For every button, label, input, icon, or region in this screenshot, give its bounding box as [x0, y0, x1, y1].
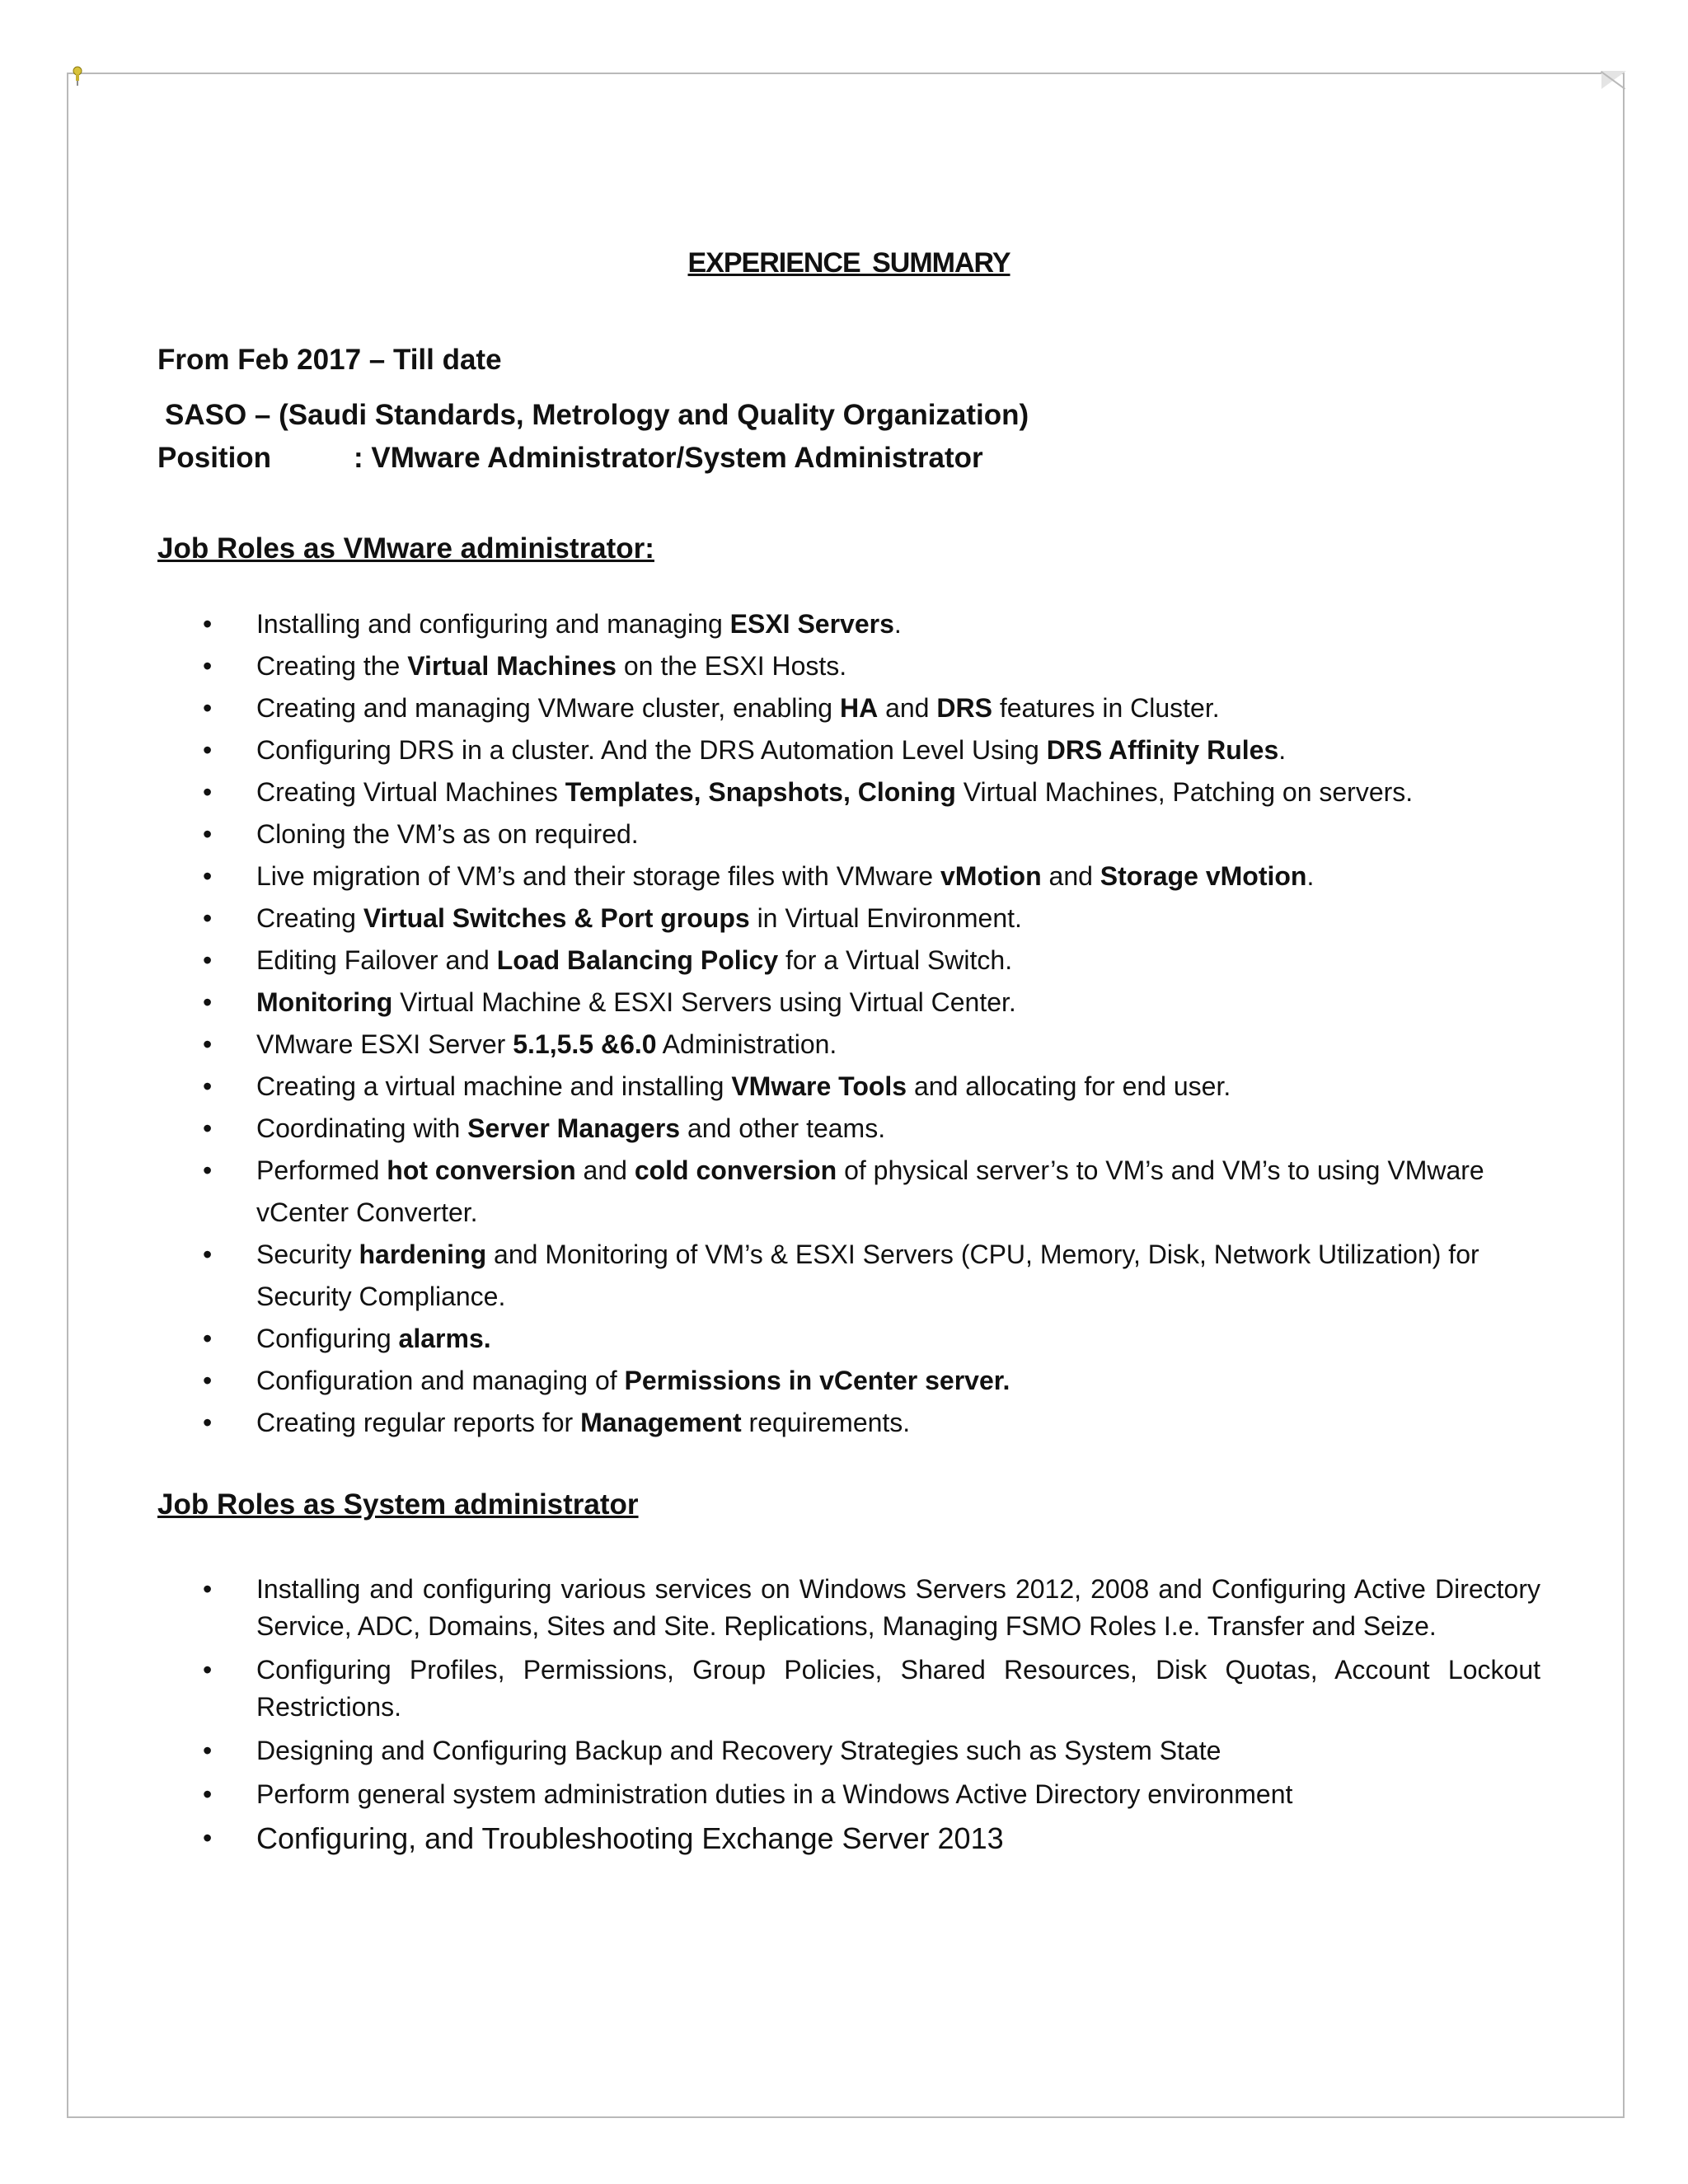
- item-text: and: [575, 1155, 635, 1185]
- bullet-icon: •: [203, 1366, 213, 1395]
- item-text: Editing Failover and: [256, 945, 497, 975]
- bullet-icon: •: [203, 735, 213, 765]
- item-text: Perform general system administration duties in a Windows Active Directory environment: [256, 1779, 1293, 1809]
- sysadmin-role-item: [157, 1652, 1540, 1726]
- bullet-icon: •: [203, 1324, 213, 1353]
- bullet-icon: •: [203, 609, 213, 639]
- item-text: Configuring, and Troubleshooting Exchange Server 2013: [256, 1821, 1004, 1855]
- item-text: Creating: [256, 903, 363, 933]
- emphasis-text: hardening: [359, 1240, 487, 1269]
- item-text: Creating and managing VMware cluster, enabling: [256, 693, 840, 723]
- bullet-icon: •: [203, 1071, 213, 1101]
- item-text: Live migration of VM’s and their storage files with VMware: [256, 861, 940, 891]
- bullet-icon: •: [203, 1113, 213, 1143]
- emphasis-text: 5.1,5.5 &6.0: [513, 1029, 657, 1059]
- emphasis-text: Server Managers: [467, 1113, 681, 1143]
- page-corner-fold: [1601, 71, 1626, 89]
- item-text: and Monitoring of VM’s & ESXI Servers (CPU, Memory, Disk, Network Utilization) for Security Compliance.: [256, 1240, 1479, 1311]
- item-text: VMware ESXI Server: [256, 1029, 513, 1059]
- sysadmin-role-item: [157, 1776, 1540, 1813]
- emphasis-text: cold conversion: [634, 1155, 837, 1185]
- vmware-role-item: [157, 898, 1540, 940]
- emphasis-text: Virtual Machines: [407, 651, 617, 681]
- bullet-icon: •: [203, 1240, 213, 1269]
- emphasis-text: HA: [839, 693, 879, 723]
- item-text: of physical server’s to VM’s and VM’s to using VMware vCenter Converter.: [256, 1155, 1484, 1227]
- emphasis-text: Monitoring: [256, 987, 393, 1017]
- item-text: Configuring Profiles, Permissions, Group Policies, Shared Resources, Disk Quotas, Account Lockout Restrictions.: [256, 1655, 1540, 1722]
- emphasis-text: Permissions in vCenter server.: [624, 1366, 1010, 1395]
- vmware-roles-list: [157, 603, 1540, 1444]
- item-text: on the ESXI Hosts.: [616, 651, 847, 681]
- vmware-role-item: [157, 1234, 1540, 1318]
- item-text: for a Virtual Switch.: [778, 945, 1013, 975]
- bullet-icon: •: [203, 819, 213, 849]
- emphasis-text: ESXI Servers: [729, 609, 894, 639]
- item-text: and: [1041, 861, 1100, 891]
- bullet-icon: •: [203, 1779, 213, 1809]
- item-text: Virtual Machine & ESXI Servers using Virtual Center.: [392, 987, 1016, 1017]
- vmware-role-item: [157, 729, 1540, 771]
- vmware-role-item: [157, 940, 1540, 982]
- item-text: Installing and configuring and managing: [256, 609, 730, 639]
- vmware-roles-heading: Job Roles as VMware administrator:: [157, 532, 654, 565]
- item-text: Cloning the VM’s as on required.: [256, 819, 639, 849]
- emphasis-text: Templates, Snapshots, Cloning: [565, 777, 956, 807]
- sysadmin-role-item: [157, 1571, 1540, 1645]
- page-title: EXPERIENCE SUMMARY: [687, 247, 1010, 279]
- item-text: .: [893, 609, 902, 639]
- bullet-icon: •: [203, 945, 213, 975]
- item-text: Configuration and managing of: [256, 1366, 625, 1395]
- emphasis-text: DRS: [936, 693, 992, 723]
- bullet-icon: •: [203, 1029, 213, 1059]
- vmware-role-item: [157, 645, 1540, 687]
- item-text: Creating Virtual Machines: [256, 777, 565, 807]
- bullet-icon: •: [203, 861, 213, 891]
- bullet-icon: •: [203, 651, 213, 681]
- sysadmin-role-item: [157, 1820, 1540, 1857]
- item-text: Configuring: [256, 1324, 399, 1353]
- item-text: .: [1306, 861, 1315, 891]
- bullet-icon: •: [203, 903, 213, 933]
- position-label: Position: [157, 442, 272, 474]
- item-text: .: [1278, 735, 1287, 765]
- document-content: [157, 247, 1540, 1863]
- bullet-icon: •: [203, 1408, 213, 1437]
- bullet-icon: •: [203, 1574, 213, 1604]
- emphasis-text: Management: [580, 1408, 742, 1437]
- item-text: Configuring DRS in a cluster. And the DRS Automation Level Using: [256, 735, 1047, 765]
- sysadmin-roles-list: [157, 1571, 1540, 1857]
- bullet-icon: •: [203, 1823, 213, 1853]
- item-text: Virtual Machines, Patching on servers.: [955, 777, 1414, 807]
- pin-icon: [71, 66, 84, 86]
- bullet-icon: •: [203, 987, 213, 1017]
- vmware-role-item: [157, 1360, 1540, 1402]
- item-text: and other teams.: [680, 1113, 886, 1143]
- vmware-role-item: [157, 771, 1540, 813]
- item-text: Installing and configuring various services on Windows Servers 2012, 2008 and Configuring Active Directory Service, ADC, Domains, Sites and Site. Replications, Managing FSMO Roles I.e. Transfer and Seize.: [256, 1574, 1540, 1641]
- item-text: Administration.: [656, 1029, 837, 1059]
- item-text: and allocating for end user.: [907, 1071, 1231, 1101]
- emphasis-text: vMotion: [940, 861, 1042, 891]
- vmware-role-item: [157, 813, 1540, 855]
- vmware-role-item: [157, 1024, 1540, 1066]
- employment-period: From Feb 2017 – Till date: [157, 344, 502, 376]
- sysadmin-roles-heading: Job Roles as System administrator: [157, 1488, 639, 1521]
- vmware-role-item: [157, 1066, 1540, 1108]
- organization-name: SASO – (Saudi Standards, Metrology and Quality Organization): [165, 399, 1029, 431]
- vmware-role-item: [157, 1108, 1540, 1150]
- bullet-icon: •: [203, 1155, 213, 1185]
- vmware-role-item: [157, 1318, 1540, 1360]
- position-value: : VMware Administrator/System Administrator: [354, 442, 983, 474]
- vmware-role-item: [157, 855, 1540, 898]
- emphasis-text: hot conversion: [387, 1155, 576, 1185]
- item-text: Security: [256, 1240, 359, 1269]
- item-text: in Virtual Environment.: [749, 903, 1022, 933]
- vmware-role-item: [157, 603, 1540, 645]
- vmware-role-item: [157, 1402, 1540, 1444]
- emphasis-text: VMware Tools: [731, 1071, 907, 1101]
- emphasis-text: Virtual Switches & Port groups: [363, 903, 750, 933]
- emphasis-text: DRS Affinity Rules: [1046, 735, 1279, 765]
- vmware-role-item: [157, 687, 1540, 729]
- item-text: Performed: [256, 1155, 387, 1185]
- item-text: Creating a virtual machine and installing: [256, 1071, 732, 1101]
- bullet-icon: •: [203, 693, 213, 723]
- vmware-role-item: [157, 1150, 1540, 1234]
- emphasis-text: Load Balancing Policy: [496, 945, 779, 975]
- vmware-role-item: [157, 982, 1540, 1024]
- item-text: features in Cluster.: [992, 693, 1220, 723]
- bullet-icon: •: [203, 1655, 213, 1685]
- item-text: Coordinating with: [256, 1113, 468, 1143]
- sysadmin-role-item: [157, 1732, 1540, 1769]
- bullet-icon: •: [203, 1736, 213, 1765]
- item-text: Creating regular reports for: [256, 1408, 581, 1437]
- item-text: Designing and Configuring Backup and Recovery Strategies such as System State: [256, 1736, 1221, 1765]
- emphasis-text: alarms.: [398, 1324, 491, 1353]
- item-text: Creating the: [256, 651, 408, 681]
- emphasis-text: Storage vMotion: [1100, 861, 1307, 891]
- item-text: requirements.: [741, 1408, 911, 1437]
- position-line: [157, 442, 1540, 475]
- bullet-icon: •: [203, 777, 213, 807]
- item-text: and: [878, 693, 937, 723]
